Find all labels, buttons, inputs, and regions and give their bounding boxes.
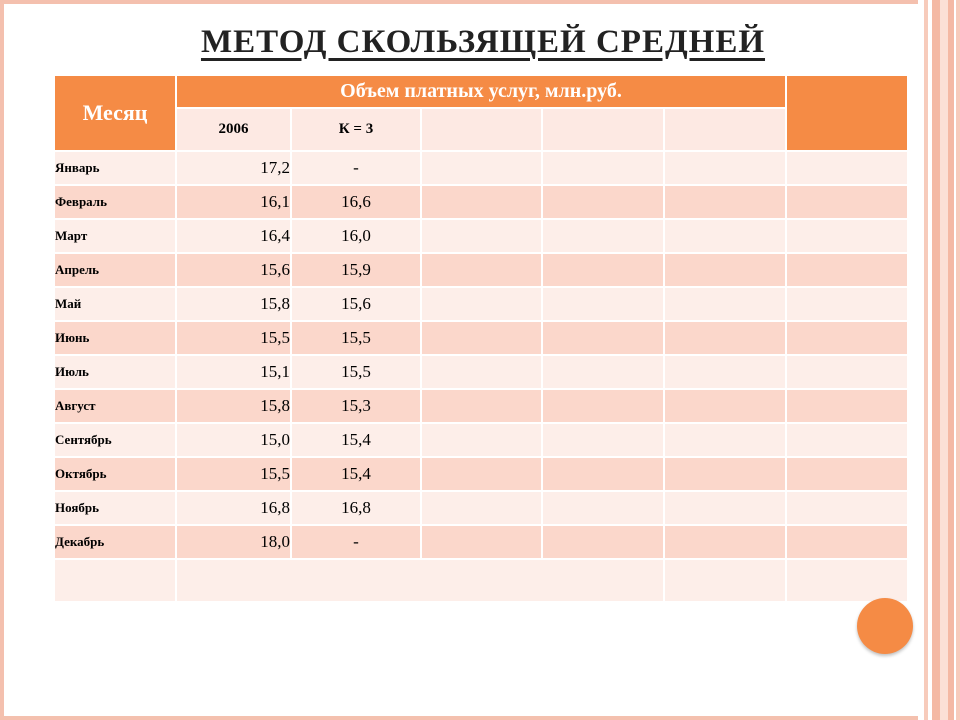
table-row [54, 457, 908, 491]
empty-cell [786, 457, 908, 491]
month-header: Месяц [54, 75, 176, 151]
table-row [54, 219, 908, 253]
empty-cell [664, 287, 786, 321]
decorative-circle [857, 598, 913, 654]
empty-cell [786, 287, 908, 321]
empty-cell [664, 457, 786, 491]
empty-cell [421, 491, 542, 525]
k3-header: К = 3 [291, 108, 421, 151]
empty-cell [421, 219, 542, 253]
moving-average-cell: 15,4 [291, 457, 421, 491]
empty-cell [421, 185, 542, 219]
empty-cell [421, 355, 542, 389]
value-cell: 17,2 [176, 151, 291, 185]
empty-cell [542, 185, 664, 219]
empty-cell [664, 151, 786, 185]
moving-average-cell: 16,8 [291, 491, 421, 525]
empty-cell [421, 151, 542, 185]
table-row [54, 253, 908, 287]
empty-cell [786, 389, 908, 423]
empty-cell [664, 355, 786, 389]
empty-cell [542, 219, 664, 253]
slide-border-top [0, 0, 960, 4]
value-cell: 15,8 [176, 287, 291, 321]
slide-border-bottom [0, 716, 960, 720]
moving-average-table [53, 74, 909, 603]
empty-cell [542, 151, 664, 185]
empty-cell [421, 525, 542, 559]
table-row [54, 491, 908, 525]
empty-cell [542, 491, 664, 525]
month-cell: Сентябрь [54, 423, 176, 457]
moving-average-cell: - [291, 525, 421, 559]
table-row [54, 185, 908, 219]
moving-average-cell: 16,6 [291, 185, 421, 219]
empty-cell [664, 423, 786, 457]
empty-cell [664, 491, 786, 525]
footer-empty-cell [176, 559, 664, 602]
empty-cell [542, 253, 664, 287]
empty-cell [786, 423, 908, 457]
empty-cell [421, 457, 542, 491]
empty-cell [664, 185, 786, 219]
month-cell: Июль [54, 355, 176, 389]
value-cell: 16,4 [176, 219, 291, 253]
month-cell: Август [54, 389, 176, 423]
table-row [54, 287, 908, 321]
empty-cell [421, 253, 542, 287]
table-footer-row [54, 559, 908, 602]
value-cell: 15,5 [176, 321, 291, 355]
month-cell: Ноябрь [54, 491, 176, 525]
month-cell: Апрель [54, 253, 176, 287]
moving-average-cell: 16,0 [291, 219, 421, 253]
month-cell: Декабрь [54, 525, 176, 559]
value-cell: 16,1 [176, 185, 291, 219]
subheader-empty-cell [664, 108, 786, 151]
table-row [54, 423, 908, 457]
empty-cell [542, 423, 664, 457]
footer-empty-cell [786, 559, 908, 602]
volume-header: Объем платных услуг, млн.руб. [176, 75, 786, 108]
month-cell: Июнь [54, 321, 176, 355]
empty-cell [786, 253, 908, 287]
slide-border-left [0, 0, 4, 720]
empty-cell [664, 525, 786, 559]
subheader-empty-cell [421, 108, 542, 151]
value-cell: 15,6 [176, 253, 291, 287]
value-cell: 15,5 [176, 457, 291, 491]
empty-cell [786, 151, 908, 185]
slide-title: МЕТОД СКОЛЬЗЯЩЕЙ СРЕДНЕЙ [200, 24, 766, 60]
header-empty-cell [786, 75, 908, 151]
decorative-stripes [918, 0, 960, 720]
moving-average-cell: 15,4 [291, 423, 421, 457]
footer-empty-cell [54, 559, 176, 602]
empty-cell [421, 321, 542, 355]
subheader-empty-cell [542, 108, 664, 151]
empty-cell [542, 287, 664, 321]
value-cell: 15,1 [176, 355, 291, 389]
empty-cell [786, 525, 908, 559]
empty-cell [786, 185, 908, 219]
table-row [54, 151, 908, 185]
moving-average-cell: - [291, 151, 421, 185]
moving-average-cell: 15,5 [291, 321, 421, 355]
empty-cell [542, 389, 664, 423]
header-row [54, 75, 908, 108]
table-row [54, 525, 908, 559]
empty-cell [664, 321, 786, 355]
empty-cell [542, 355, 664, 389]
value-cell: 18,0 [176, 525, 291, 559]
month-cell: Январь [54, 151, 176, 185]
empty-cell [421, 287, 542, 321]
footer-empty-cell [664, 559, 786, 602]
value-cell: 16,8 [176, 491, 291, 525]
moving-average-cell: 15,6 [291, 287, 421, 321]
empty-cell [786, 355, 908, 389]
month-cell: Февраль [54, 185, 176, 219]
value-cell: 15,0 [176, 423, 291, 457]
empty-cell [421, 423, 542, 457]
empty-cell [786, 219, 908, 253]
month-cell: Октябрь [54, 457, 176, 491]
empty-cell [786, 491, 908, 525]
moving-average-cell: 15,5 [291, 355, 421, 389]
empty-cell [542, 457, 664, 491]
empty-cell [542, 321, 664, 355]
empty-cell [786, 321, 908, 355]
table-row [54, 389, 908, 423]
table-row [54, 321, 908, 355]
month-cell: Март [54, 219, 176, 253]
moving-average-cell: 15,3 [291, 389, 421, 423]
year-header: 2006 [176, 108, 291, 151]
empty-cell [664, 253, 786, 287]
moving-average-cell: 15,9 [291, 253, 421, 287]
empty-cell [542, 525, 664, 559]
month-cell: Май [54, 287, 176, 321]
subheader-row [54, 108, 908, 151]
empty-cell [664, 219, 786, 253]
empty-cell [664, 389, 786, 423]
value-cell: 15,8 [176, 389, 291, 423]
empty-cell [421, 389, 542, 423]
table-row [54, 355, 908, 389]
